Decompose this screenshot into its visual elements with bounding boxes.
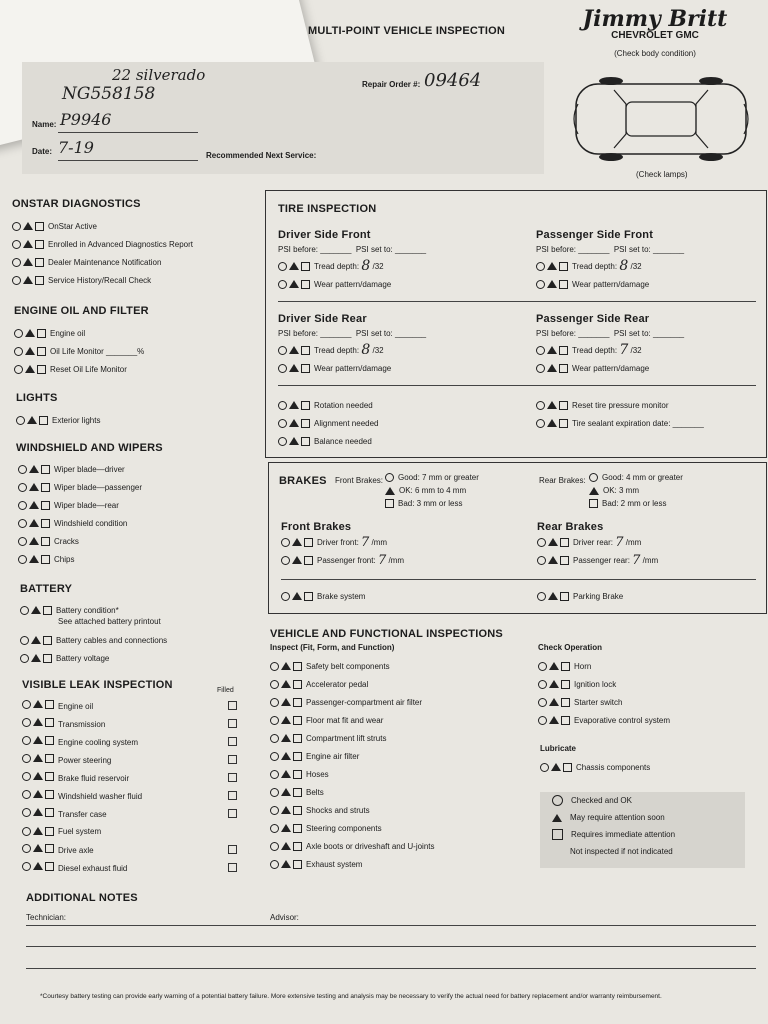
list-item[interactable]: Wiper blade—rear	[18, 496, 142, 514]
status-symbols	[16, 416, 48, 425]
status-symbols	[22, 862, 54, 871]
onstar-list	[12, 217, 193, 289]
vin-value[interactable]: NG558158	[62, 84, 156, 104]
check-lamps-label: (Check lamps)	[636, 170, 688, 179]
filled-checkbox[interactable]	[228, 773, 237, 782]
engine-oil-list	[14, 324, 144, 378]
advisor-label: Advisor:	[270, 913, 299, 922]
list-item[interactable]: Alignment needed	[278, 414, 379, 432]
wear-row[interactable]: Wear pattern/damage	[278, 275, 508, 293]
car-diagram-icon	[566, 74, 756, 166]
lubricate-title: Lubricate	[540, 744, 577, 753]
list-item[interactable]: Engine oil	[14, 324, 144, 342]
status-symbols	[22, 754, 54, 763]
status-symbols	[12, 240, 44, 249]
list-item[interactable]: Passenger-compartment air filter	[270, 693, 435, 711]
windshield-title: WINDSHIELD AND WIPERS	[16, 442, 163, 454]
status-symbols	[12, 276, 44, 285]
next-service-label: Recommended Next Service:	[206, 151, 317, 160]
symbol-legend: Checked and OK May require attention soon Requires immediate attention Not inspected if not indicated	[540, 792, 745, 868]
list-item[interactable]: Safety belt components	[270, 657, 435, 675]
date-label: Date:	[32, 147, 53, 156]
functional-title: VEHICLE AND FUNCTIONAL INSPECTIONS	[270, 628, 503, 640]
list-item[interactable]: Engine air filter	[270, 747, 435, 765]
list-item[interactable]: Brake fluid reservoir	[22, 768, 237, 786]
filled-checkbox[interactable]	[228, 719, 237, 728]
battery-note: See attached battery printout	[58, 616, 161, 626]
status-symbols	[22, 718, 54, 727]
dealer-logo	[580, 6, 730, 58]
tire-inspection-box	[265, 190, 767, 458]
list-item[interactable]: Floor mat fit and wear	[270, 711, 435, 729]
list-item[interactable]: Power steering	[22, 750, 237, 768]
list-item[interactable]: Battery condition*	[20, 601, 167, 619]
logo-script: Jimmy Britt	[582, 6, 728, 32]
list-item[interactable]: Balance needed	[278, 432, 379, 450]
list-item[interactable]: Transmission	[22, 714, 237, 732]
list-item[interactable]: Exhaust system	[270, 855, 435, 873]
list-item[interactable]: Windshield washer fluid	[22, 786, 237, 804]
list-item[interactable]: Dealer Maintenance Notification	[12, 253, 193, 271]
status-symbols	[18, 519, 50, 528]
functional-subtitle: Inspect (Fit, Form, and Function)	[270, 643, 395, 652]
name-value[interactable]: P9946	[60, 110, 112, 129]
status-symbols	[18, 501, 50, 510]
logo-brands: CHEVROLET GMC	[611, 30, 699, 41]
list-item[interactable]: Steering components	[270, 819, 435, 837]
tire-service-left	[278, 396, 379, 450]
status-symbols	[18, 465, 50, 474]
list-item[interactable]: Wiper blade—driver	[18, 460, 142, 478]
list-item[interactable]: Cracks	[18, 532, 142, 550]
list-item[interactable]: Tire sealant expiration date: _______	[536, 414, 704, 432]
list-item[interactable]: Hoses	[270, 765, 435, 783]
list-item[interactable]: Horn	[538, 657, 670, 675]
status-symbols	[18, 483, 50, 492]
tire-position: Passenger Side Rear PSI before: _______ PSI set to: _______ Tread depth: 7 /32 Wear pattern/damage	[536, 313, 766, 377]
status-symbols	[22, 790, 54, 799]
list-item[interactable]: Diesel exhaust fluid	[22, 858, 237, 876]
list-item[interactable]: Engine cooling system	[22, 732, 237, 750]
check-operation-title: Check Operation	[538, 643, 603, 652]
list-item[interactable]: Chips	[18, 550, 142, 568]
filled-checkbox[interactable]	[228, 809, 237, 818]
list-item[interactable]: Compartment lift struts	[270, 729, 435, 747]
status-symbols	[12, 222, 44, 231]
status-symbols	[14, 347, 46, 356]
list-item[interactable]: Windshield condition	[18, 514, 142, 532]
name-label: Name:	[32, 120, 57, 129]
repair-order-value[interactable]: 09464	[424, 70, 482, 91]
customer-info-box	[22, 62, 544, 174]
filled-checkbox[interactable]	[228, 845, 237, 854]
status-symbols	[20, 606, 52, 615]
filled-checkbox[interactable]	[228, 791, 237, 800]
front-brakes: Front Brakes Driver front: 7 /mm Passenger front: 7 /mm	[281, 521, 405, 568]
list-item[interactable]: Axle boots or driveshaft and U-joints	[270, 837, 435, 855]
tread-row[interactable]: Tread depth: 8 /32	[536, 257, 766, 275]
brakes-title: BRAKES	[279, 475, 327, 487]
status-symbols	[22, 736, 54, 745]
status-symbols	[22, 772, 54, 781]
status-symbols	[14, 365, 46, 374]
tread-row[interactable]: Tread depth: 8 /32	[278, 257, 508, 275]
tire-position: Driver Side Rear PSI before: _______ PSI set to: _______ Tread depth: 8 /32 Wear pattern/damage	[278, 313, 508, 377]
footnote: *Courtesy battery testing can provide early warning of a potential battery failure. More extensive testing and analysis may be necessary to verify the actual need for battery replacement and/or warranty reimbursement.	[40, 993, 662, 1000]
list-item[interactable]: Service History/Recall Check	[12, 271, 193, 289]
list-item[interactable]: Drive axle	[22, 840, 237, 858]
list-item[interactable]: Chassis components	[540, 758, 650, 776]
list-item[interactable]: Battery voltage	[20, 649, 167, 667]
front-brake-legend: Good: 7 mm or greater OK: 6 mm to 4 mm Bad: 3 mm or less	[385, 471, 479, 510]
rear-brakes: Rear Brakes Driver rear: 7 /mm Passenger rear: 7 /mm	[537, 521, 659, 568]
status-symbols	[12, 258, 44, 267]
list-item[interactable]: Oil Life Monitor _______%	[14, 342, 144, 360]
wear-row[interactable]: Wear pattern/damage	[536, 359, 766, 377]
status-symbols	[22, 827, 54, 836]
list-item[interactable]: Exterior lights	[16, 411, 100, 429]
windshield-list	[18, 460, 142, 568]
status-symbols	[18, 555, 50, 564]
list-item[interactable]: Wiper blade—passenger	[18, 478, 142, 496]
list-item[interactable]: Battery cables and connections	[20, 631, 167, 649]
wear-row[interactable]: Wear pattern/damage	[278, 359, 508, 377]
list-item[interactable]: Belts	[270, 783, 435, 801]
list-item[interactable]: Engine oil	[22, 696, 237, 714]
filled-checkbox[interactable]	[228, 755, 237, 764]
status-symbols	[20, 654, 52, 663]
lights-title: LIGHTS	[16, 392, 58, 404]
filled-checkbox[interactable]	[228, 737, 237, 746]
status-symbols	[22, 808, 54, 817]
list-item[interactable]: Starter switch	[538, 693, 670, 711]
tread-row[interactable]: Tread depth: 8 /32	[278, 341, 508, 359]
list-item[interactable]: Driver rear: 7 /mm	[537, 533, 658, 551]
list-item[interactable]: Passenger front: 7 /mm	[281, 551, 404, 569]
check-body-label: (Check body condition)	[614, 49, 696, 58]
status-symbols	[22, 700, 54, 709]
technician-label: Technician:	[26, 913, 67, 922]
list-item[interactable]: Reset tire pressure monitor	[536, 396, 704, 414]
list-item[interactable]: Accelerator pedal	[270, 675, 435, 693]
brakes-box: BRAKES Front Brakes: Good: 7 mm or greater OK: 6 mm to 4 mm Bad: 3 mm or less Rear Brakes: Good: 4 mm or greater OK: 3 mm Bad: 2 mm or less Front Brakes Driver front: 7 /mm Passenger front: 7 /mm Rear Brakes Driver rear: 7 /mm Passenger rear: 7 /mm Brake system Parking Brake	[268, 462, 767, 614]
wear-row[interactable]: Wear pattern/damage	[536, 275, 766, 293]
status-symbols	[22, 844, 54, 853]
leak-list	[22, 696, 237, 876]
tread-row[interactable]: Tread depth: 7 /32	[536, 341, 766, 359]
brake-system-row[interactable]: Brake system	[281, 587, 365, 605]
battery-list	[20, 601, 167, 667]
list-item[interactable]: OnStar Active	[12, 217, 193, 235]
status-symbols	[14, 329, 46, 338]
engine-oil-title: ENGINE OIL AND FILTER	[14, 305, 149, 317]
battery-title: BATTERY	[20, 583, 73, 595]
list-item[interactable]: Reset Oil Life Monitor	[14, 360, 144, 378]
lights-list	[16, 411, 100, 429]
tire-position: Driver Side Front PSI before: _______ PSI set to: _______ Tread depth: 8 /32 Wear pattern/damage	[278, 229, 508, 293]
list-item[interactable]: Ignition lock	[538, 675, 670, 693]
repair-order-label: Repair Order #:	[362, 80, 421, 89]
tire-title: TIRE INSPECTION	[278, 203, 377, 215]
leak-title: VISIBLE LEAK INSPECTION	[22, 679, 173, 691]
rear-brake-legend: Good: 4 mm or greater OK: 3 mm Bad: 2 mm or less	[589, 471, 683, 510]
notes-title: ADDITIONAL NOTES	[26, 892, 138, 904]
parking-brake-row[interactable]: Parking Brake	[537, 587, 623, 605]
filled-checkbox[interactable]	[228, 863, 237, 872]
list-item[interactable]: Driver front: 7 /mm	[281, 533, 404, 551]
vehicle-value[interactable]: 22 silverado	[112, 66, 206, 84]
filled-checkbox[interactable]	[228, 701, 237, 710]
list-item[interactable]: Rotation needed	[278, 396, 379, 414]
status-symbols	[18, 537, 50, 546]
filled-label: Filled	[217, 687, 234, 694]
form-title: MULTI-POINT VEHICLE INSPECTION	[308, 25, 506, 37]
list-item[interactable]: Evaporative control system	[538, 711, 670, 729]
list-item[interactable]: Shocks and struts	[270, 801, 435, 819]
list-item[interactable]: Enrolled in Advanced Diagnostics Report	[12, 235, 193, 253]
lubricate-list	[540, 758, 650, 776]
date-value[interactable]: 7-19	[58, 138, 94, 157]
onstar-title: ONSTAR DIAGNOSTICS	[12, 198, 141, 210]
list-item[interactable]: Passenger rear: 7 /mm	[537, 551, 658, 569]
tire-position: Passenger Side Front PSI before: _______ PSI set to: _______ Tread depth: 8 /32 Wear pattern/damage	[536, 229, 766, 293]
list-item[interactable]: Transfer case	[22, 804, 237, 822]
functional-list	[270, 657, 435, 873]
check-operation-list	[538, 657, 670, 729]
status-symbols	[20, 636, 52, 645]
list-item[interactable]: Fuel system	[22, 822, 237, 840]
tire-service-right	[536, 396, 704, 432]
